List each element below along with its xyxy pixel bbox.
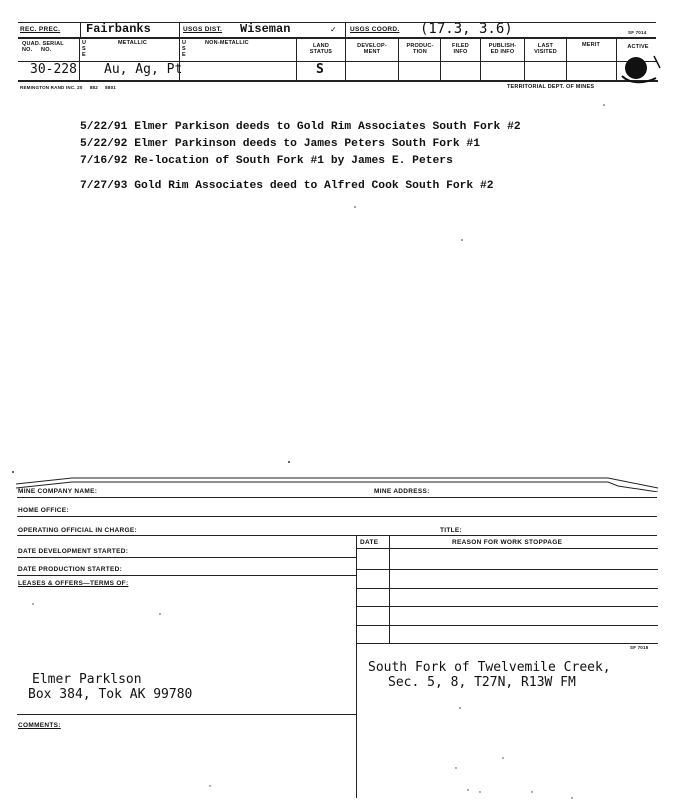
reason-column-label: REASON FOR WORK STOPPAGE — [452, 539, 563, 546]
development-label: DEVELOP- MENT — [357, 43, 387, 55]
usgs-coord-label: USGS COORD. — [350, 26, 400, 33]
production-label: PRODUC- TION — [406, 43, 434, 55]
entry-line: 5/22/92 Elmer Parkinson deeds to James Peters South Fork #1 — [80, 138, 480, 150]
land-status-value: S — [316, 62, 324, 77]
dept-line: TERRITORIAL DEPT. OF MINES — [507, 84, 595, 90]
mine-address-label: MINE ADDRESS: — [374, 488, 430, 495]
owner-address: Box 384, Tok AK 99780 — [28, 687, 193, 702]
date-column-label: DATE — [360, 539, 379, 546]
nonmetallic-side-label: U S E — [182, 40, 187, 58]
entry-line: 7/16/92 Re-location of South Fork #1 by James E. Peters — [80, 155, 453, 167]
owner-name: Elmer Parklson — [32, 672, 142, 687]
date-production-label: DATE PRODUCTION STARTED: — [18, 566, 123, 573]
form-code-bottom: SF 7015 — [630, 645, 649, 650]
printer-line: REMINGTON RAND INC. 20 882 8801 — [20, 85, 116, 90]
published-info-label: PUBLISH- ED INFO — [488, 43, 517, 55]
date-development-label: DATE DEVELOPMENT STARTED: — [18, 548, 129, 555]
operating-official-label: OPERATING OFFICIAL IN CHARGE: — [18, 527, 137, 534]
usgs-dist-value: Wiseman — [240, 22, 291, 36]
location-line-1: South Fork of Twelvemile Creek, — [368, 660, 611, 675]
metallic-label: METALLIC — [118, 40, 147, 46]
active-label: ACTIVE — [627, 44, 649, 50]
merit-label: MERIT — [581, 42, 601, 48]
quad-serial-label: QUAD. SERIAL NO. NO. — [22, 41, 64, 53]
metallic-side-label: U S E — [82, 40, 87, 58]
leases-offers-label: LEASES & OFFERS—TERMS OF: — [18, 580, 129, 587]
metallic-value: Au, Ag, Pt — [104, 62, 183, 77]
last-visited-label: LAST VISITED — [534, 43, 557, 55]
land-status-label: LAND STATUS — [309, 43, 333, 55]
quad-serial-value: 30-228 — [30, 62, 77, 77]
filed-info-label: FILED INFO — [452, 43, 469, 55]
form-code-top: SF 7014 — [628, 30, 647, 35]
usgs-coord-value: (17.3, 3.6) — [420, 21, 513, 37]
check-mark-icon: ✓ — [330, 25, 337, 34]
entry-line: 5/22/91 Elmer Parkison deeds to Gold Rim Associates South Fork #2 — [80, 121, 521, 133]
usgs-dist-label: USGS DIST. — [183, 26, 223, 33]
rec-prec-value: Fairbanks — [86, 22, 151, 36]
home-office-label: HOME OFFICE: — [18, 507, 69, 514]
nonmetallic-label: NON-METALLIC — [205, 40, 249, 46]
mine-company-label: MINE COMPANY NAME: — [18, 488, 98, 495]
entry-line: 7/27/93 Gold Rim Associates deed to Alfred Cook South Fork #2 — [80, 180, 494, 192]
rec-prec-label: REC. PREC. — [20, 26, 61, 33]
location-line-2: Sec. 5, 8, T27N, R13W FM — [388, 675, 576, 690]
title-label: TITLE: — [440, 527, 463, 534]
comments-label: COMMENTS: — [18, 722, 61, 729]
